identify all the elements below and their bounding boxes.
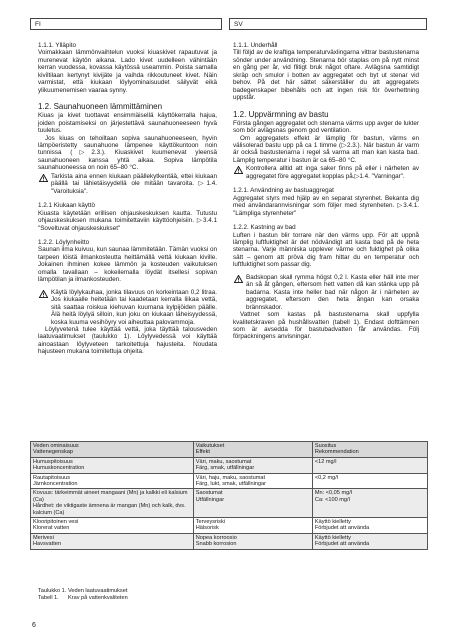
language-tab-fi: [30, 18, 222, 30]
page-number: 6: [32, 622, 36, 629]
heading-heating: 1.2. Uppvärmning av bastu: [233, 109, 329, 119]
caption-fi: [38, 588, 128, 595]
caption-sv: [38, 595, 128, 602]
swedish-column: [233, 42, 419, 341]
table-cell: Terveysriski Hälsorisk: [193, 518, 312, 534]
table-cell: Väri, maku, saostumat Färg, smak, utfällningar: [193, 457, 312, 473]
table-header-cell: Suositus Rekommendation: [312, 442, 427, 458]
table-header-row: [31, 442, 428, 458]
paragraph-throwing-water: Luften i bastun blir torrare när den värms upp. För att uppnå lämplig luftfuktighet är det nödvändigt att kasta bad på de heta stenarna. Varje människa upplever värme och fuktighet på olika sätt – genom att pröva dig fram hittar du en temperatur och luftfuktighet som passar dig.: [233, 231, 419, 269]
heading-throwing-water: 1.2.2. Kastning av bad: [233, 224, 296, 232]
table-cell: Saostumat Utfällningar: [193, 489, 312, 518]
table-cell: Humuspitoisuus Humuskoncentration: [31, 457, 194, 473]
table-row: [31, 533, 428, 549]
paragraph-maintenance: Voimakkaan lämmönvaihtelun vuoksi kiuaskivet rapautuvat ja murenevat käytön aikana. Lado kivet uudelleen vähintään kerran vuodessa, kovassa käytössä useammin. Poista samalla kiviltilaan kertynyt kivijäte ja vaihda rikkoutuneet kivet. Näin varmistat, että kiukaan löylyominaisuudet säilyvät eikä ylikuumenemisen vaaraa synny.: [38, 49, 217, 94]
table-cell: <12 mg/l: [312, 457, 427, 473]
warning-ladle-text: Käytä löylykauhaa, jonka tilavuus on korkeintaan 0,2 litraa. Jos kiukaalle heitetään tai kaadetaan kerralla liikaa vettä, sitä saattaa roiskua kiehuvan kuumana kylpijöiden päälle. Älä heitä löylyä silloin, kun joku on kiukaan läheisyydessä, koska kuuma vesihöyry voi aiheuttaa palovammoja.: [51, 288, 217, 326]
warning-check-heater: [38, 173, 217, 195]
table-cell: <0,2 mg/l: [312, 473, 427, 489]
paragraph-heater-use: Kiuasta käytetään erillisen ohjauskeskuksen kautta. Tutustu ohjauskeskuksen mukana toimitettaviin käyttöohjeisiin. ▷3.4.1 "Soveltuvat ohjauskeskukset": [38, 209, 217, 232]
paragraph-heating-time: Om aggregatets effekt är lämplig för bastun, värms en välisolerad bastu upp på ca 1 timme (▷2.3.). När bastun är varm är också bastustenarna i regel så varma att man kan kasta bad. Lämplig temperatur i bastun är ca 65–80 °C.: [233, 134, 419, 164]
heading-heating: 1.2. Saunahuoneen lämmittäminen: [38, 102, 163, 112]
paragraph-water-quality: Vattnet som kastas på bastustenarna skall uppfylla kvalitetskraven på hushållsvatten (tabell 1). Endast dofttämnen som är avsedda för bastubadvatten får användas. Följ förpackningens anvisningar.: [233, 311, 419, 341]
table-cell: Merivesi Havsvatten: [31, 533, 194, 549]
caption-sv-label: Tabell 1.: [38, 594, 59, 601]
table-row: [31, 457, 428, 473]
heading-maintenance: 1.1.1. Underhåll: [233, 42, 278, 49]
warning-triangle-icon: [234, 275, 243, 283]
paragraph-heating-odor: Första gången aggregatet och stenarna värms upp avger de lukter som bör avlägsnas genom god ventilation.: [233, 119, 419, 135]
warning-check-heater: [233, 165, 419, 180]
caption-fi-label: Taulukko 1.: [38, 588, 67, 594]
table-cell: Käyttö kielletty Förbjudet att använda: [312, 518, 427, 534]
warning-triangle-icon: [234, 166, 243, 174]
table-cell: Nopea korroosio Snabb korrosion: [193, 533, 312, 549]
paragraph-heating-odor: Kiuas ja kivet tuottavat ensimmäisellä käyttökerralla hajua, joiden poistamiseksi on järjestettävä saunahuoneeseen hyvä tuuletus.: [38, 112, 217, 135]
heading-throwing-water: 1.2.2. Löylynheitto: [38, 238, 90, 246]
caption-sv-text: Krav på vattenkvaliteten: [68, 594, 128, 601]
table-cell: Rautapitoisuus Järnkoncentration: [31, 473, 194, 489]
caption-fi-text: Veden laatuvaatimukset: [68, 588, 128, 594]
warning-ladle: [233, 274, 419, 311]
paragraph-water-quality: Löylyvetenä tulee käyttää vettä, joka täyttää talousveden laatuvaatimukset (taulukko 1). Löylyvedessä voi käyttää ainoastaan löylyveteen tarkoitettuja hajusteita. Noudata hajusteen mukana toimitettuja ohjeita.: [38, 325, 217, 356]
warning-check-heater-text: Kontrollera alltid att inga saker finns på eller i närheten av aggregatet före aggregatet kopplas på.▷1.4. "Varningar".: [246, 165, 419, 180]
warning-check-heater-text: Tarkista aina ennen kiukaan päällekytkentää, ettei kiukaan päällä tai lähietäisyydellä ole mitään tavaroita. ▷1.4. "Varoituksia".: [51, 172, 217, 195]
paragraph-maintenance: Till följd av de kraftiga temperaturväxlingarna vittrar bastustenarna sönder under användning. Stenarna bör staplas om på nytt minst en gång per år, vid flitigt bruk något oftare. Avlägsna samtidigt skräp och smulor i botten av aggregatet och byt ut stenar vid behov. På det här sättet säkerställer du att aggregatets badegenskaper bibehålls och att ingen risk för överhettning uppstår.: [233, 49, 419, 102]
table-cell: Väri, haju, maku, saostumat Färg, lukt, smak, utfällningar: [193, 473, 312, 489]
language-tab-sv-label: SV: [234, 21, 243, 28]
warning-triangle-icon: [39, 290, 48, 298]
heading-maintenance: 1.1.1. Ylläpito: [38, 42, 77, 49]
finnish-column: [38, 42, 217, 356]
language-tab-fi-label: FI: [35, 21, 41, 28]
table-row: [31, 518, 428, 534]
warning-triangle-icon: [39, 174, 48, 182]
paragraph-throwing-water: Saunan ilma kuivuu, kun saunaa lämmitetään. Tämän vuoksi on tarpeen löistä ilmankosteutta heittämällä vettä kiukaan kiville. Jokainen ihminen kokee lämmön ja kosteuden vaikutuksen omalla tavallaan – kokeilemalla löydät itsellesi sopivan lämpötilan ja ilmankosteuden.: [38, 246, 217, 284]
heading-heater-use: 1.2.1 Kiukaan käyttö: [38, 202, 96, 210]
table-captions: [38, 588, 128, 601]
warning-ladle: [38, 289, 217, 326]
table-cell: Klooripitoinen vesi Klorerat vatten: [31, 518, 194, 534]
paragraph-heater-use: Aggregatet styrs med hjälp av en separat styrenhet. Bekanta dig med användarannvisningar som följer med styrenheten. ▷3.4.1. "Lämpliga styrenheter": [233, 194, 419, 217]
table-row: [31, 473, 428, 489]
table-row: [31, 489, 428, 518]
table-header-cell: Vaikutukset Effekt: [193, 442, 312, 458]
water-quality-table: [30, 441, 428, 550]
language-tab-sv: [229, 18, 427, 30]
table-header-cell: Veden ominaisuus Vattenegenskap: [31, 442, 194, 458]
table-cell: Käyttö kielletty Förbjudet att använda: [312, 533, 427, 549]
paragraph-heating-time: Jos kiuas on tehoiltaan sopiva saunahuoneeseen, hyvin lämpöeristetty saunahuone lämpenee käyttökuntoon noin tunnissa (▷2.3.). Kiuaskivet kuumenevat yleensä saunahuoneen kanssa yhtä aikaa. Sopiva lämpötila saunahuoneessa on noin 65–80 °C.: [38, 134, 217, 172]
warning-ladle-text: Badskopan skall rymma högst 0,2 l. Kasta eller häll inte mer än så åt gången, eftersom hett vatten då kan stänka upp på badarna. Kasta inte heller bad när någon är i närheten av aggregatet, eftersom den heta ångan kan orsaka brännskador.: [246, 273, 419, 311]
table-cell: Kovuus: tärkeimmät aineet mangaani (Mn) ja kalkki eli kalsium (Ca) Hårdhet: de viktigaste ämnena är mangan (Mn) och kalk, dvs. kalcium (Ca): [31, 489, 194, 518]
table-cell: Mn: <0,05 mg/l Ca: <100 mg/l: [312, 489, 427, 518]
heading-heater-use: 1.2.1. Användning av bastuaggregat: [233, 187, 334, 195]
